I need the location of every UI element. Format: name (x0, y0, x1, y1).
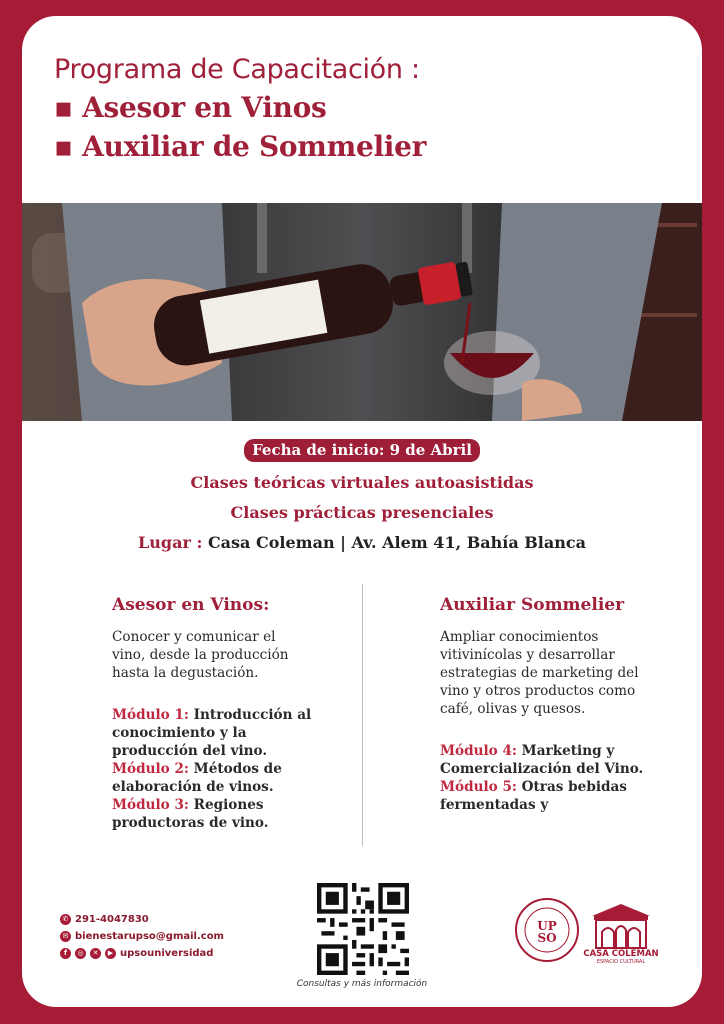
instagram-icon[interactable]: ◎ (75, 948, 86, 959)
column-divider (362, 584, 363, 846)
asesor-description: Conocer y comunicar el vino, desde la producción hasta la degustación. (112, 629, 289, 681)
phone-row[interactable] (60, 911, 224, 928)
asesor-column (112, 596, 312, 832)
module-3-text: Regiones productoras de vino. (112, 797, 269, 831)
module-4 (440, 742, 650, 778)
asesor-title: Asesor en Vinos: (112, 595, 270, 615)
upso-logo (514, 897, 580, 963)
place-label: Lugar : (138, 533, 208, 552)
module-5-text: Otras bebidas fermentadas y (440, 779, 627, 813)
module-3-key: Módulo 3: (112, 797, 189, 813)
place-value: Casa Coleman | Av. Alem 41, Bahía Blanca (207, 533, 586, 552)
contact-block (60, 911, 224, 962)
module-1-text: Introducción al conocimiento y la producción del vino. (112, 707, 312, 759)
mail-icon: ✉ (60, 931, 71, 942)
place-line (22, 533, 702, 552)
wine-pouring-photo (22, 203, 702, 421)
module-1 (112, 706, 312, 760)
sommelier-column (440, 596, 650, 814)
info-line-presencial: Clases prácticas presenciales (230, 503, 494, 522)
social-row[interactable] (60, 945, 224, 962)
sommelier-description: Ampliar conocimientos vitivinícolas y desarrollar estrategias de marketing del vino y otros productos como café, olivas y quesos. (440, 629, 639, 717)
svg-text:UP: UP (537, 919, 557, 933)
header (54, 54, 426, 163)
program-item-auxiliar: ▪ Auxiliar de Sommelier (54, 130, 427, 163)
casa-coleman-sub: ESPACIO CULTURAL (596, 959, 646, 965)
module-2-text: Métodos de elaboración de vinos. (112, 761, 282, 795)
module-3 (112, 796, 312, 832)
social-handle: upsouniversidad (120, 948, 214, 959)
svg-text:SO: SO (537, 931, 557, 945)
info-line-virtual: Clases teóricas virtuales autoasistidas (190, 473, 534, 492)
info-block (22, 439, 702, 552)
module-4-key: Módulo 4: (440, 743, 517, 759)
facebook-icon[interactable]: f (60, 948, 71, 959)
module-5-key: Módulo 5: (440, 779, 517, 795)
module-2-key: Módulo 2: (112, 761, 189, 777)
whatsapp-icon: ✆ (60, 914, 71, 925)
program-title: Programa de Capacitación : (54, 54, 420, 85)
module-2 (112, 760, 312, 796)
phone-number: 291-4047830 (75, 914, 149, 925)
program-item-asesor: ▪ Asesor en Vinos (54, 91, 327, 124)
casa-coleman-text (582, 949, 660, 965)
sommelier-title: Auxiliar Sommelier (440, 595, 625, 615)
qr-code[interactable] (317, 883, 409, 975)
qr-caption: Consultas y más información (296, 979, 428, 989)
module-5 (440, 778, 650, 814)
email-row[interactable] (60, 928, 224, 945)
module-4-text: Marketing y Comercialización del Vino. (440, 743, 644, 777)
module-1-key: Módulo 1: (112, 707, 189, 723)
start-date-badge: Fecha de inicio: 9 de Abril (244, 439, 480, 462)
flyer-card (22, 16, 702, 1007)
twitter-icon[interactable]: ✕ (90, 948, 101, 959)
youtube-icon[interactable]: ▶ (105, 948, 116, 959)
email-address: bienestarupso@gmail.com (75, 931, 224, 942)
casa-coleman-name: CASA COLEMAN (583, 949, 659, 959)
